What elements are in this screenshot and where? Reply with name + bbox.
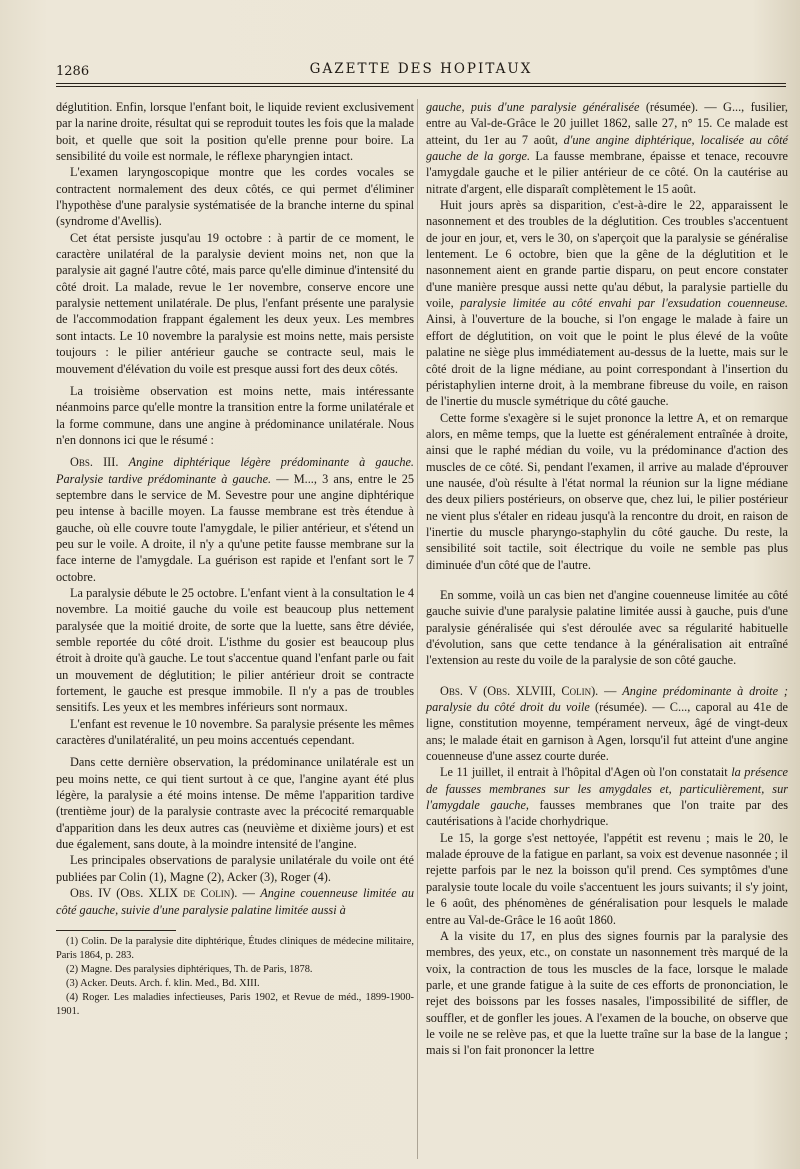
- page-header: [56, 60, 786, 82]
- paragraph: Les principales observations de paralysie unilatérale du voile ont été publiées par Colin (1), Magne (2), Acker (3), Roger (4).: [56, 853, 414, 884]
- observation-label: Obs. IV (Obs. XLIX de Colin).: [70, 886, 238, 901]
- footnotes: [56, 935, 414, 1019]
- footnote: (3) Acker. Deuts. Arch. f. klin. Med., Bd. XIII.: [66, 977, 260, 989]
- observation-label: Obs. V (Obs. XLVIII, Colin).: [440, 683, 599, 698]
- paragraph-text: fausses membranes que l'on traite par des cautérisations à l'acide chorhydrique.: [426, 798, 788, 829]
- header-rule-thin: [56, 86, 786, 87]
- paragraph: La paralysie débute le 25 octobre. L'enfant vient à la consultation le 4 novembre. La moitié gauche du voile est beaucoup plus nettement paralysée que la moitié droite, de sorte que la luette, sans être déviée, semble reportée du côté droit. L'isthme du gosier est beaucoup plus étroit à droite qu'à gauche. Le tout s'accentue quand l'enfant parle ou fait un mouvement de déglutition; le pilier antérieur droit se contracte fortement, le gauche est presque immobile. Il n'y a pas de troubles sensitifs. Les yeux et les membres inférieurs sont normaux.: [56, 585, 414, 715]
- left-column: [56, 99, 414, 1019]
- observation-text: La fausse membrane, épaisse et tenace, recouvre l'amygdale gauche et le pilier antérieur de ce côté. On la cautérise au nitrate d'argent, elle disparaît complètement le 15 août.: [426, 149, 789, 196]
- paragraph: En somme, voilà un cas bien net d'angine couenneuse limitée au côté gauche suivie d'une paralysie palatine limitée aussi à gauche, puis d'une paralysie généralisée qui s'est déroulée avec sa régularité habituelle d'évolution, sans que cette tendance à la généralisation ait entraîné l'extension au reste du voile de la paralysie de son côté gauche.: [426, 587, 788, 668]
- emphasis-text: paralysie limitée au côté envahi par l'exsudation couenneuse.: [460, 296, 788, 311]
- observation-paragraph: Obs. V (Obs. XLVIII, Colin). — Angine prédominante à droite ; paralysie du côté droit du voile (résumée). — C..., caporal au 41e de ligne, constitution moyenne, tempérament nerveux, âgé de vingt-deux ans; le malade était en garnison à Agen, lorsqu'il fut atteint d'une angine couenneuse d'une assez courte durée.: [426, 683, 789, 764]
- observation-title: gauche, puis d'une paralysie généralisée: [426, 100, 640, 114]
- header-rule-thick: [56, 83, 786, 84]
- observation-title: d'une angine diphtérique, localisée au côté gauche de la gorge.: [426, 132, 788, 164]
- right-column: [426, 99, 788, 1059]
- paragraph: Dans cette dernière observation, la prédominance unilatérale est un peu moins nette, ce qui tient surtout à ce que, l'angine ayant été plus légère, la paralysie a été moins intense. De même l'apparition tardive (trentième jour) de la paralysie contraste avec la précocité remarquable d'apparition dans les deux autres cas (neuvième et dixième jours) et est due également, sans doute, à la moindre intensité de l'angine.: [56, 755, 414, 852]
- observation-title: Angine couenneuse limitée au côté gauche, suivie d'une paralysie palatine limitée aussi à: [56, 886, 414, 917]
- paragraph: La troisième observation est moins nette, mais intéressante néanmoins parce qu'elle montre la transition entre la forme unilatérale et la forme commune, dans une angine à prédominance unilatérale. Nous n'en donnons ici que le résumé :: [56, 383, 414, 447]
- observation-text: — M..., 3 ans, entre le 25 septembre dans le service de M. Sevestre pour une angine diphtérique peu intense à bacille moyen. La fausse membrane est très étendue à gauche, où elle couvre toute l'amygdale, le pilier antérieur, et s'étend un peu sur le voile. A droite, il n'y a qu'une petite fausse membrane sur la face interne de l'amygdale. La guérison est rapide et l'enfant sort le 7 octobre.: [56, 471, 415, 584]
- column-divider: [417, 99, 418, 1159]
- paragraph-text: Huit jours après sa disparition, c'est-à-dire le 22, apparaissent le nasonnement et des troubles de la déglutition. Ces troubles s'accentuent de jour en jour, et, vers le 30, on s'aperçoit que la paralysie se généralise lentement. Le 6 octobre, bien que la gêne de la déglutition et le nasonnement aient en grande partie disparu, on peut encore constater d'une manière presque aussi nette qu'au début, la paralysie partielle du voile,: [426, 198, 788, 311]
- footnote: (2) Magne. Des paralysies diphtériques, Th. de Paris, 1878.: [66, 963, 313, 975]
- footnote: (4) Roger. Les maladies infectieuses, Paris 1902, et Revue de méd., 1899-1900-1901.: [56, 991, 414, 1017]
- paragraph: Cette forme s'exagère si le sujet prononce la lettre A, et on remarque alors, en même temps, que la luette est généralement entraînée à droite, ainsi que le raphé médian du voile, vu la prédominance d'action des muscles de ce côté. Si, pendant l'examen, il arrive au malade d'éprouver une nausée, d'où résulte à l'état normal la réunion sur la ligne médiane des deux piliers postérieurs, on observe que, chez lui, le pilier postérieur ne vient plus s'étaler en rideau jusqu'à la rencontre du droit, en raison de l'inertie du muscle pharyngo-staphylin du côté gauche. Du reste, la sensibilité soit tactile, soit électrique du voile ne semble pas plus diminuée d'un côté que de l'autre.: [426, 410, 788, 572]
- paragraph: A la visite du 17, en plus des signes fournis par la paralysie des membres, des yeux, etc., on constate un nasonnement très marqué de la voix, la contraction de tous les muscles de la face, lorsque le malade parle, et une grande fatigue à la suite de ces efforts de prononciation, le rejet des boissons par les fosses nasales, l'impossibilité de siffler, de souffler, et de gonfler les joues. A l'examen de la bouche, on observe que le voile ne se relève pas, et que la luette traîne sur la base de la langue ; mais si l'on fait prononcer la lettre: [426, 928, 788, 1058]
- footnote-rule: [56, 930, 176, 931]
- observation-title: Angine diphtérique légère prédominante à gauche. Paralysie tardive prédominante à gauche.: [56, 455, 415, 486]
- paragraph: [426, 764, 788, 829]
- observation-label: Obs. III.: [70, 455, 119, 470]
- journal-title: GAZETTE DES HOPITAUX: [309, 61, 533, 77]
- paragraph: déglutition. Enfin, lorsque l'enfant boit, le liquide revient exclusivement par la narine droite, résultat qui se reproduit toutes les fois que la malade boit, et quelle que soit la position qu'elle prenne pour boire. La sensibilité du voile est normale, le réflexe pharyngien intact.: [56, 100, 414, 164]
- paragraph-text: Ainsi, à l'ouverture de la bouche, si l'on engage le malade à faire un effort de déglutition, on voit que le point le plus élevé de la voûte palatine ne siège plus immédiatement au-dessus de la luette, mais sur le côté droit de la ligne médiane, au point correspondant à l'insertion du péristaphylien interne droit, à la membrane fibreuse du voile, en raison de l'inertie du muscle symétrique du côté gauche.: [426, 312, 788, 409]
- paragraph: Cet état persiste jusqu'au 19 octobre : à partir de ce moment, le caractère unilatéral de la paralysie devient moins net, non que la paralysie ait gagné l'autre côté, mais parce qu'elle diminue d'intensité du côté droit. La malade, revue le 1er novembre, conserve encore une paralysie nettement unilatérale. De plus, l'enfant présente une paralysie de l'accommodation frappant également les deux yeux. Les membres sont intacts. Le 10 novembre la paralysie est moins nette, mais persiste toujours : le pilier antérieur gauche se contracte seul, mais le mouvement d'élévation du voile est presque aussi fort des deux côtés.: [56, 230, 414, 376]
- paragraph-text: Le 11 juillet, il entrait à l'hôpital d'Agen où l'on constatait: [440, 765, 728, 780]
- observation-text: (résumée). — C..., caporal au 41e de ligne, constitution moyenne, tempérament nerveux, âgé de vingt-deux ans; le malade était en garnison à Agen, lorsqu'il fut atteint d'une angine couenneuse d'une assez courte durée.: [426, 700, 788, 764]
- emphasis-text: la présence de fausses membranes sur les amygdales et, particulièrement, sur l'amygdale gauche,: [426, 765, 788, 813]
- footnote: (1) Colin. De la paralysie dite diphtérique, Études cliniques de médecine militaire, Paris 1864, p. 283.: [56, 935, 414, 961]
- observation-paragraph: [56, 454, 414, 585]
- paragraph: L'enfant est revenue le 10 novembre. Sa paralysie présente les mêmes caractères d'unilatéralité, un peu moins accentués cependant.: [56, 716, 414, 748]
- paragraph: Le 15, la gorge s'est nettoyée, l'appétit est revenu ; mais le 20, le malade éprouve de la fatigue en parlant, sa voix est devenue nasonnée ; il rejette parfois par le nez la boisson qu'il prend. Ces symptômes d'une paralysie toute locale du voile s'accentuent les jours suivants; il s'y joint, le 6 août, des phénomènes de généralisation pour lesquels le malade entre au Val-de-Grâce le 16 août 1860.: [426, 830, 788, 927]
- page-number: 1286: [56, 64, 90, 79]
- paragraph: [426, 197, 788, 409]
- observation-paragraph: Obs. IV (Obs. XLIX de Colin). — Angine couenneuse limitée au côté gauche, suivie d'une paralysie palatine limitée aussi à: [56, 886, 414, 917]
- paragraph: L'examen laryngoscopique montre que les cordes vocales se contractent normalement des deux côtés, ce qui permet d'éliminer l'hypothèse d'une paralysie systématisée de la branche interne du spinal (syndrome d'Avellis).: [56, 165, 414, 229]
- observation-continuation: [426, 99, 788, 197]
- observation-title: Angine prédominante à droite ; paralysie du côté droit du voile: [426, 683, 789, 715]
- observation-text: (résumée). — G..., fusilier, entre au Val-de-Grâce le 20 juillet 1862, salle 27, n° 15. Ce malade est atteint, du 1er au 7 août,: [426, 100, 789, 147]
